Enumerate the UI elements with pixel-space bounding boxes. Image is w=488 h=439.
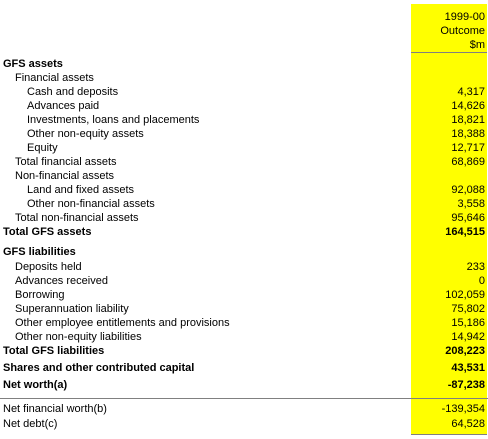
row-value: 18,821 [451, 114, 485, 126]
subsection-non-financial-assets [0, 169, 488, 183]
net-worth-row [0, 378, 488, 392]
row-label: Borrowing [15, 289, 65, 301]
row-label: Other employee entitlements and provisions [15, 317, 230, 329]
row-label: Investments, loans and placements [27, 114, 200, 126]
table-row [0, 330, 488, 344]
row-label: Total GFS liabilities [3, 345, 105, 357]
row-label: Net worth(a) [3, 379, 68, 391]
row-label: GFS assets [3, 58, 63, 70]
row-value: 102,059 [445, 289, 485, 301]
table-row [0, 274, 488, 288]
row-label: Deposits held [15, 261, 82, 273]
column-header-unit: $m [469, 39, 485, 51]
row-label: Advances paid [27, 100, 100, 112]
row-label: Total financial assets [15, 156, 117, 168]
table-row [0, 85, 488, 99]
table-row [0, 183, 488, 197]
row-value: 43,531 [451, 362, 485, 374]
row-value: 0 [478, 275, 485, 287]
subtotal-row [0, 211, 488, 225]
table-row [0, 402, 488, 416]
table-row [0, 316, 488, 330]
row-value: 208,223 [445, 345, 485, 357]
row-label: Land and fixed assets [27, 184, 135, 196]
section-gfs-liabilities [0, 245, 488, 259]
section-gfs-assets [0, 57, 488, 71]
table-row [0, 197, 488, 211]
table-row [0, 113, 488, 127]
row-value: 95,646 [451, 212, 485, 224]
table-row [0, 302, 488, 316]
row-label: Net financial worth(b) [3, 403, 107, 415]
row-value: 3,558 [457, 198, 485, 210]
column-header-type: Outcome [440, 25, 485, 37]
row-label: Advances received [15, 275, 108, 287]
row-value: 14,942 [451, 331, 485, 343]
row-value: 92,088 [451, 184, 485, 196]
row-value: 12,717 [451, 142, 485, 154]
bottom-border [411, 434, 487, 435]
row-value: 233 [466, 261, 485, 273]
row-label: Net debt(c) [3, 418, 58, 430]
row-label: Shares and other contributed capital [3, 362, 195, 374]
row-value: 4,317 [457, 86, 485, 98]
row-value: 164,515 [445, 226, 485, 238]
row-value: 15,186 [451, 317, 485, 329]
total-row [0, 344, 488, 358]
subtotal-row [0, 155, 488, 169]
table-row [0, 141, 488, 155]
row-label: Other non-equity liabilities [15, 331, 142, 343]
row-value: 14,626 [451, 100, 485, 112]
row-label: Total non-financial assets [15, 212, 139, 224]
row-value: 18,388 [451, 128, 485, 140]
subsection-financial-assets [0, 71, 488, 85]
row-label: Other non-equity assets [27, 128, 144, 140]
header-divider [411, 52, 487, 53]
row-value: 68,869 [451, 156, 485, 168]
row-label: Superannuation liability [15, 303, 129, 315]
row-label: Financial assets [15, 72, 94, 84]
row-label: Cash and deposits [27, 86, 119, 98]
row-value: -87,238 [447, 379, 485, 391]
table-row [0, 99, 488, 113]
row-label: Non-financial assets [15, 170, 115, 182]
table-row [0, 417, 488, 431]
table-row [0, 288, 488, 302]
row-label: GFS liabilities [3, 246, 76, 258]
column-header-year: 1999-00 [444, 11, 485, 23]
table-row [0, 260, 488, 274]
row-value: 64,528 [451, 418, 485, 430]
table-row [0, 127, 488, 141]
total-row [0, 361, 488, 375]
row-value: 75,802 [451, 303, 485, 315]
total-row [0, 225, 488, 239]
section-divider [0, 398, 488, 399]
row-label: Equity [27, 142, 58, 154]
row-label: Other non-financial assets [27, 198, 155, 210]
row-value: -139,354 [441, 403, 485, 415]
row-label: Total GFS assets [3, 226, 92, 238]
